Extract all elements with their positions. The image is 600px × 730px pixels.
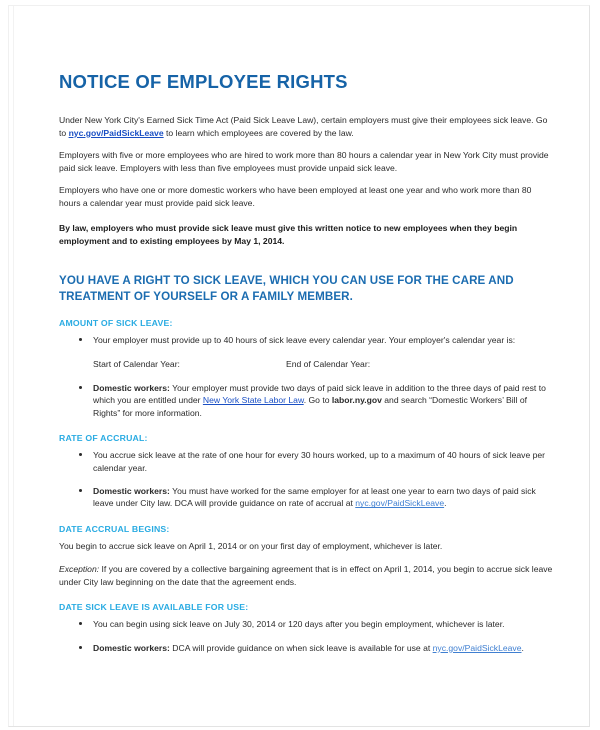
available-bullet-2-part2: . xyxy=(521,642,524,653)
intro-paragraph-1-text-before: Under New York City's Earned Sick Time Act (Paid Sick Leave Law), certain employers must give their employees sick leave. Go to xyxy=(59,115,548,138)
page-title: NOTICE OF EMPLOYEE RIGHTS xyxy=(59,71,348,92)
rate-bullet-2-part2: . xyxy=(444,498,447,509)
amount-bullet-2-lead: Domestic workers: xyxy=(93,382,170,393)
available-bullet-2-lead: Domestic workers: xyxy=(93,642,170,653)
end-of-calendar-year-label: End of Calendar Year: xyxy=(286,358,371,369)
bullet-dot-icon xyxy=(79,338,82,341)
calendar-year-fields xyxy=(59,359,553,369)
available-bullet-list xyxy=(59,618,553,654)
exception-lead: Exception: xyxy=(59,564,100,575)
exception-text: If you are covered by a collective bargaining agreement that is in effect on April 1, 2014, you begin to accrue sick leave under City law beginning on the date that the agreement ends. xyxy=(59,564,553,587)
rate-bullet-list xyxy=(59,449,553,510)
subheading-date-sick-leave-available: DATE SICK LEAVE IS AVAILABLE FOR USE: xyxy=(59,602,249,613)
list-item xyxy=(59,382,553,419)
available-bullet-1-text: You can begin using sick leave on July 30, 2014 or 120 days after you begin employment, whichever is later. xyxy=(93,619,505,630)
accrual-exception-paragraph xyxy=(59,563,553,588)
amount-bullet-list-2 xyxy=(59,382,553,419)
intro-paragraph-1-text-after: to learn which employees are covered by the law. xyxy=(163,127,354,138)
subheading-rate-of-accrual: RATE OF ACCRUAL: xyxy=(59,433,148,444)
amount-bullet-2-part2: . Go to xyxy=(303,395,332,406)
bullet-dot-icon xyxy=(79,489,82,492)
bold-notice-paragraph: By law, employers who must provide sick leave must give this written notice to new employees when they begin employment and to existing employees by May 1, 2014. xyxy=(59,223,518,246)
document-body xyxy=(59,72,553,654)
rate-bullet-2-part1: You must have worked for the same employer for at least one year to earn two days of paid sick leave under City law. DCA will provide guidance on rate of accrual at xyxy=(93,485,536,509)
list-item xyxy=(59,618,553,630)
paid-sick-leave-link-rate[interactable]: nyc.gov/PaidSickLeave xyxy=(355,498,445,509)
subheading-date-accrual-begins: DATE ACCRUAL BEGINS: xyxy=(59,523,170,534)
amount-bullet-2-part1: Your employer must provide two days of paid sick leave in addition to the three days of paid rest to which you are entitled under xyxy=(93,382,546,406)
list-item xyxy=(59,334,553,346)
accrual-begins-paragraph: You begin to accrue sick leave on April 1, 2014 or on your first day of employment, whichever is later. xyxy=(59,540,443,551)
paid-sick-leave-link[interactable]: nyc.gov/PaidSickLeave xyxy=(68,127,164,138)
paid-sick-leave-link-available[interactable]: nyc.gov/PaidSickLeave xyxy=(432,642,522,653)
bullet-dot-icon xyxy=(79,646,82,649)
available-bullet-2-part1: DCA will provide guidance on when sick leave is available for use at xyxy=(169,642,433,653)
section-heading-right-to-sick-leave: YOU HAVE A RIGHT TO SICK LEAVE, WHICH YOU CAN USE FOR THE CARE AND TREATMENT OF YOURSELF OR A FAMILY MEMBER. xyxy=(59,273,514,303)
list-item xyxy=(59,449,553,474)
bullet-dot-icon xyxy=(79,453,82,456)
labor-ny-gov-text: labor.ny.gov xyxy=(331,395,382,406)
bullet-dot-icon xyxy=(79,622,82,625)
amount-bullet-2-part3: and search “Domestic Workers’ Bill of Rights” for more information. xyxy=(93,395,528,418)
start-of-calendar-year-label: Start of Calendar Year: xyxy=(93,358,180,369)
subheading-amount-of-sick-leave: AMOUNT OF SICK LEAVE: xyxy=(59,318,173,329)
amount-bullet-list xyxy=(59,334,553,346)
rate-bullet-1-text: You accrue sick leave at the rate of one hour for every 30 hours worked, up to a maximum of 40 hours of sick leave per calendar year. xyxy=(93,450,546,473)
bullet-dot-icon xyxy=(79,386,82,389)
intro-paragraph-3: Employers who have one or more domestic workers who have been employed at least one year and who work more than 80 hours a calendar year must provide paid sick leave. xyxy=(59,185,532,208)
list-item xyxy=(59,642,553,654)
intro-paragraph-1 xyxy=(59,114,553,139)
ny-state-labor-law-link[interactable]: New York State Labor Law xyxy=(202,395,304,406)
document-page xyxy=(8,5,590,727)
amount-bullet-1-text: Your employer must provide up to 40 hours of sick leave every calendar year. Your employer's calendar year is: xyxy=(93,335,516,346)
list-item xyxy=(59,485,553,510)
intro-paragraph-2: Employers with five or more employees who are hired to work more than 80 hours a calendar year in New York City must provide paid sick leave. Employers with less than five employees must provide unpaid sick leave. xyxy=(59,150,549,173)
rate-bullet-2-lead: Domestic workers: xyxy=(93,485,170,496)
